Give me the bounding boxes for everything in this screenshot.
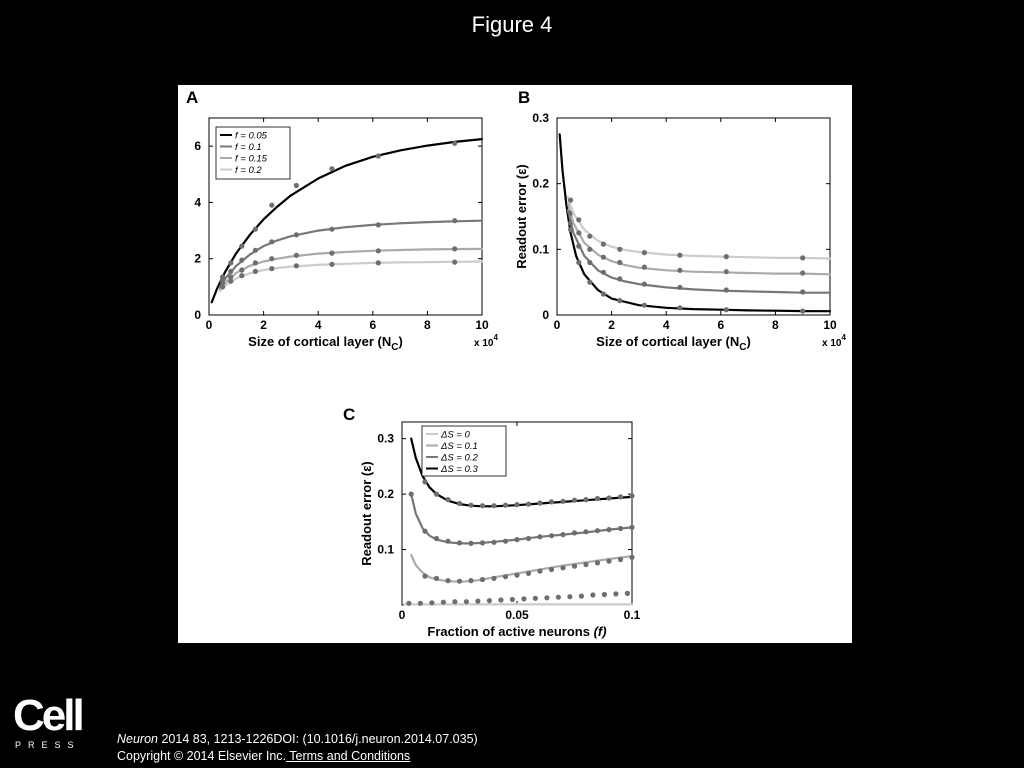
panel-b-series-line [568, 197, 830, 259]
panel-c-data-point [491, 576, 496, 581]
panel-b-data-point [587, 260, 592, 265]
panel-c-data-point [422, 529, 427, 534]
panel-c-data-point [434, 492, 439, 497]
panel-a-data-point [253, 269, 258, 274]
panel-a-x-multiplier: x $10^4$ [474, 333, 498, 349]
panel-c-legend-label: ΔS = 0.1 [441, 441, 478, 452]
panel-c-data-point [434, 576, 439, 581]
panel-a-data-point [294, 253, 299, 258]
panel-c-data-point [618, 494, 623, 499]
panel-b-data-point [677, 253, 682, 258]
panel-c-data-point [556, 595, 561, 600]
panel-c-data-point [560, 565, 565, 570]
panel-c-data-point [491, 503, 496, 508]
panel-c-data-point [418, 601, 423, 606]
panel-c-data-point [452, 599, 457, 604]
panel-b-ytick-label: 0 [542, 308, 549, 322]
panel-b-ylabel: Readout error (ε) [514, 164, 529, 269]
panel-b-xtick-label: 8 [772, 318, 779, 332]
panel-c-data-point [629, 555, 634, 560]
panel-b-data-point [642, 250, 647, 255]
panel-a-data-point [239, 273, 244, 278]
panel-a-series-line [220, 262, 482, 292]
panel-a-data-point [294, 232, 299, 237]
panel-c-legend-label: ΔS = 0 [441, 429, 470, 441]
panel-c-data-point [409, 492, 414, 497]
panel-c-data-point [606, 559, 611, 564]
panel-c-data-point [441, 600, 446, 605]
panel-c-data-point [503, 503, 508, 508]
panel-b-data-point [724, 254, 729, 259]
panel-c-data-point [468, 578, 473, 583]
panel-c-data-point [457, 501, 462, 506]
panel-a-series-line [220, 249, 482, 290]
panel-b-xtick-label: 2 [608, 318, 615, 332]
panel-a-data-point [228, 279, 233, 284]
panel-c-data-point [595, 560, 600, 565]
panel-c-data-point [560, 499, 565, 504]
panel-c-data-point [583, 497, 588, 502]
panel-c-data-point [422, 479, 427, 484]
panel-a-data-point [329, 262, 334, 267]
panel-c-data-point [606, 527, 611, 532]
panel-c-ylabel: Readout error (ε) [359, 461, 374, 566]
copyright-text: Copyright © 2014 Elsevier Inc. [117, 749, 287, 763]
panel-c-data-point [503, 539, 508, 544]
citation-journal: Neuron [117, 732, 158, 746]
panel-c-data-point [583, 562, 588, 567]
panel-b-series-line [560, 134, 830, 311]
panel-a-data-point [253, 260, 258, 265]
panel-c-data-point [618, 526, 623, 531]
panel-a-xtick-label: 10 [475, 318, 489, 332]
panel-b-data-point [677, 305, 682, 310]
panel-c-data-point [549, 567, 554, 572]
panel-a-data-point [239, 267, 244, 272]
logo-cell-text: Cell [13, 691, 82, 740]
panel-c-ytick-label: 0.1 [377, 542, 394, 557]
panel-a-data-point [376, 222, 381, 227]
panel-b-axes-box [557, 118, 830, 315]
panel-a-data-point [253, 227, 258, 232]
panel-c-data-point [613, 591, 618, 596]
panel-c-data-point [445, 578, 450, 583]
panel-b-xtick-label: 10 [823, 318, 837, 332]
panel-c-data-point [572, 564, 577, 569]
panel-c-data-point [625, 591, 630, 596]
panel-b-data-point [800, 270, 805, 275]
panel-c-data-point [445, 497, 450, 502]
panel-c-data-point [549, 499, 554, 504]
panel-b-letter: B [518, 88, 531, 107]
panel-c-data-point [480, 503, 485, 508]
panel-c-data-point [514, 573, 519, 578]
panel-c-data-point [537, 500, 542, 505]
panel-a-data-point [329, 251, 334, 256]
panel-c-data-point [475, 599, 480, 604]
panel-c-data-point [434, 536, 439, 541]
panel-b-data-point [642, 265, 647, 270]
panel-a-data-point [269, 239, 274, 244]
panel-c-data-point [572, 498, 577, 503]
panel-c-data-point [560, 532, 565, 537]
panel-a-xtick-label: 0 [205, 318, 213, 332]
panel-c-data-point [629, 525, 634, 530]
panel-a-legend-label: f = 0.2 [235, 165, 262, 176]
panel-c-data-point [602, 592, 607, 597]
panel-c-ytick-label: 0.2 [377, 487, 394, 502]
copyright-line [117, 748, 478, 765]
panel-c-data-point [445, 539, 450, 544]
panel-c-data-point [468, 541, 473, 546]
cell-press-logo [13, 691, 85, 752]
panel-b-ytick-label: 0.2 [532, 176, 549, 191]
panel-b-data-point [617, 260, 622, 265]
panel-b-data-point [617, 247, 622, 252]
panel-c-data-point [457, 540, 462, 545]
panel-b-data-point [587, 247, 592, 252]
panel-a-ytick-label: 0 [194, 308, 201, 322]
panel-b-data-point [617, 276, 622, 281]
panel-a-ytick-label: 6 [194, 139, 201, 154]
panel-a-legend-label: f = 0.15 [235, 153, 267, 165]
panel-c-data-point [533, 596, 538, 601]
figure-svg [166, 85, 852, 643]
panel-a-data-point [239, 244, 244, 249]
panel-b-data-point [576, 230, 581, 235]
panel-b-data-point [642, 282, 647, 287]
panel-c-data-point [606, 495, 611, 500]
panel-c-legend-label: ΔS = 0.2 [441, 452, 478, 464]
panel-a-data-point [376, 248, 381, 253]
panel-b-data-point [617, 298, 622, 303]
panel-a-ytick-label: 2 [194, 251, 201, 266]
citation-line [117, 731, 478, 748]
panel-a-series-line [220, 221, 482, 289]
panel-a-data-point [452, 246, 457, 251]
panel-c-data-point [595, 528, 600, 533]
panel-b-data-point [677, 268, 682, 273]
panel-b-data-point [677, 285, 682, 290]
panel-a-xtick-label: 2 [260, 318, 267, 332]
panel-c-letter: C [343, 405, 356, 424]
panel-c-data-point [487, 598, 492, 603]
panel-c-data-point [526, 571, 531, 576]
panel-c-data-point [526, 536, 531, 541]
citation-ref: 2014 83, 1213-1226DOI: (10.1016/j.neuron.2014.07.035) [158, 732, 478, 746]
panel-c-data-point [429, 600, 434, 605]
panel-c-data-point [498, 597, 503, 602]
panel-c-data-point [491, 540, 496, 545]
panel-b-ytick-label: 0.3 [532, 111, 549, 125]
panel-a-data-point [228, 269, 233, 274]
panel-c-data-point [549, 533, 554, 538]
panel-c-data-point [595, 496, 600, 501]
panel-a-letter: A [186, 88, 199, 107]
panel-c-data-point [567, 594, 572, 599]
panel-c-data-point [537, 569, 542, 574]
panel-a-data-point [329, 227, 334, 232]
panel-b-series-line [568, 203, 830, 274]
panel-c-data-point [514, 537, 519, 542]
panel-c-xlabel: Fraction of active neurons (f) [427, 624, 607, 639]
panel-c-data-point [514, 502, 519, 507]
panel-a-data-point [220, 284, 225, 289]
panel-a-ylabel: SNR [166, 202, 181, 231]
panel-a-data-point [253, 248, 258, 253]
panel-c-data-point [590, 592, 595, 597]
panel-a-xtick-label: 4 [314, 318, 322, 332]
panel-a-ytick-label: 4 [194, 195, 201, 210]
citation-block [117, 731, 478, 765]
figure-panel [166, 85, 852, 643]
panel-a-data-point [376, 153, 381, 158]
panel-b-data-point [601, 270, 606, 275]
panel-c-data-point [629, 493, 634, 498]
panel-c-data-point [468, 503, 473, 508]
panel-b-data-point [642, 303, 647, 308]
panel-b-x-multiplier: x $10^4$ [822, 333, 846, 349]
panel-a-xtick-label: 6 [369, 318, 377, 332]
panel-b-data-point [568, 198, 573, 203]
panel-a-data-point [452, 218, 457, 223]
panel-c-data-point [537, 534, 542, 539]
panel-b-data-point [724, 287, 729, 292]
panel-b-xtick-label: 6 [717, 318, 725, 332]
panel-a-data-point [269, 266, 274, 271]
panel-b-data-point [601, 242, 606, 247]
panel-a-data-point [452, 260, 457, 265]
slide-title: Figure 4 [471, 12, 553, 37]
panel-c-data-point [457, 579, 462, 584]
panel-a-data-point [294, 263, 299, 268]
panel-c-data-point [480, 540, 485, 545]
panel-b-data-point [576, 217, 581, 222]
panel-c-series-line [411, 555, 632, 582]
panel-a-xtick-label: 8 [424, 318, 431, 332]
panel-a-data-point [329, 166, 334, 171]
panel-c-data-point [521, 596, 526, 601]
panel-b-data-point [576, 244, 581, 249]
panel-b-series-line [568, 210, 830, 293]
panel-c-data-point [503, 574, 508, 579]
panel-c-xtick-label: 0.1 [623, 608, 641, 622]
panel-a-legend-label: f = 0.1 [235, 142, 262, 153]
panel-b-data-point [800, 309, 805, 314]
panel-c-data-point [572, 530, 577, 535]
panel-b-data-point [587, 280, 592, 285]
panel-c-data-point [510, 597, 515, 602]
panel-c-data-point [422, 574, 427, 579]
panel-a-data-point [269, 256, 274, 261]
panel-c-data-point [579, 594, 584, 599]
terms-link[interactable]: Terms and Conditions [286, 749, 411, 763]
panel-c-xtick-label: 0 [398, 608, 406, 622]
panel-c-series-line [411, 494, 632, 543]
panel-a-data-point [294, 183, 299, 188]
panel-a-legend-label: f = 0.05 [235, 130, 267, 142]
panel-b-data-point [601, 291, 606, 296]
panel-a-data-point [269, 203, 274, 208]
panel-b-ytick-label: 0.1 [532, 242, 549, 257]
panel-a-data-point [228, 260, 233, 265]
panel-b-data-point [724, 269, 729, 274]
panel-b-data-point [587, 234, 592, 239]
panel-c-ytick-label: 0.3 [377, 431, 394, 446]
panel-b-xtick-label: 0 [553, 318, 561, 332]
panel-c-data-point [618, 557, 623, 562]
panel-b-data-point [576, 260, 581, 265]
panel-b-data-point [800, 289, 805, 294]
panel-b-data-point [601, 255, 606, 260]
panel-b-xlabel: Size of cortical layer $(N_C)$ [596, 334, 751, 353]
panel-c-legend-label: ΔS = 0.3 [441, 464, 478, 475]
panel-c-data-point [480, 577, 485, 582]
panel-a-data-point [376, 260, 381, 265]
panel-b-xtick-label: 4 [662, 318, 670, 332]
panel-c-data-point [464, 599, 469, 604]
panel-b-data-point [724, 307, 729, 312]
panel-a-data-point [239, 258, 244, 263]
panel-c-data-point [526, 502, 531, 507]
panel-b-data-point [800, 255, 805, 260]
panel-a-data-point [452, 141, 457, 146]
logo-press-text: PRESS [15, 740, 81, 750]
panel-c-data-point [544, 595, 549, 600]
panel-c-data-point [406, 601, 411, 606]
panel-c-xtick-label: 0.05 [505, 608, 529, 622]
panel-c-data-point [583, 529, 588, 534]
panel-a-xlabel: Size of cortical layer $(N_C)$ [248, 334, 403, 353]
